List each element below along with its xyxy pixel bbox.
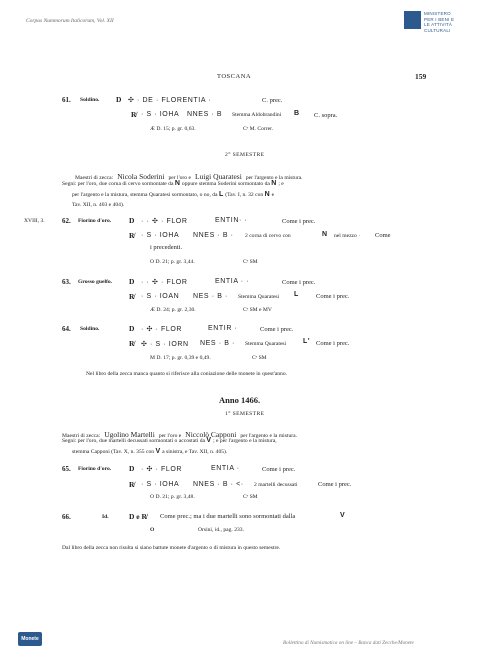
obverse-legend-2: ENTIR · [208,325,238,332]
obverse-legend: · ✣ · FLOR [141,466,183,473]
reverse-legend-2: NES · B · [200,340,235,347]
obverse-legend-2: ENTIN· · [215,217,248,224]
reverse-note-2: Come i prec. [316,340,350,347]
obverse-sym: D [116,95,122,104]
section-title: TOSCANA [217,73,252,80]
reverse-note: 2 martelli decussati [254,482,298,488]
obverse-note: Come i prec. [282,279,316,286]
reverse-note-2: C. sopra. [314,112,338,119]
reverse-legend-1: · S · IOHA [141,232,180,239]
year-heading: Anno 1466. [219,395,261,405]
signs-line-1: Segni: per l'oro, due martelli decussati sormontati o accostati da V ; e per l'argento e la mistura, [62,437,277,444]
collection: Cᵉ SM [252,355,267,361]
obverse-sym: D [129,324,135,333]
reverse-sym: R̸ [131,110,137,119]
reverse-mark: B [294,110,300,117]
running-title: Corpus Nummorum Italicorum, Vol. XII [26,18,114,24]
entry-number: 64. [62,325,71,333]
logo-icon [404,11,421,29]
reverse-legend-2: NES · B · [193,293,228,300]
coin-meta: O D. 21; p. gr. 3,48. [150,494,195,500]
entry-number: 62. [62,217,71,225]
reverse-note-3: Come [375,232,391,239]
monete-logo: Monete [18,632,42,646]
ministry-text: MINISTERO PER I BENI E LE ATTIVITÀ CULTURALI [424,11,455,33]
obverse-sym: D [129,216,135,225]
collection: Cᵉ SM [243,494,258,500]
reverse-mark: L [294,291,299,298]
ministry-logo [404,11,470,35]
reverse-note-2: nel mezzo · [334,233,361,239]
obverse-legend: · · ✣ · FLOR [141,218,188,225]
reverse-mark: N [322,231,328,238]
collection: Cᵉ M. Correr. [243,126,274,132]
reverse-note: Stemma Quaratesi [238,294,280,300]
reverse-note: Stemma Aldobrandini [232,112,282,118]
coin-name: Soldino. [80,326,100,332]
entry-number: 66. [62,513,71,521]
reverse-note: Stemma Quaratesi [245,341,287,347]
plate-reference: XVIII, 3. [24,218,45,224]
reverse-legend-2: NNES · B [187,111,223,118]
entry-number: 65. [62,465,71,473]
signs-line-2: per l'argento e la mistura, stemma Quaratesi sormontato, o no, da L (Tav. I, n. 32 con N e [72,191,275,198]
obverse-legend: · ✣ · FLOR [141,326,183,333]
coin-name: Soldino. [80,97,100,103]
coin-name: Id. [102,514,109,520]
reverse-sym: R̸ [129,480,135,489]
reverse-legend-1: · S · IOHA [141,481,180,488]
reverse-legend-1: · S · IOHA [141,111,180,118]
reverse-legend-2: NNES · B · <· [193,481,244,488]
obverse-sym: D e R̸ [129,512,147,521]
signs-line-1: Segni: per l'oro, due corna di cervo sormontate da N oppure stemma Soderini sormontato da N ; e [62,180,284,187]
semester-heading: 1° SEMESTRE [225,411,265,417]
coin-meta: M D. 17; p. gr. 0,39 e 0,49. [150,355,211,361]
obverse-legend-2: ENTIA · [211,465,240,472]
obverse-sym: D [129,277,135,286]
reverse-legend-1: ✣ · S · IORN [141,341,189,348]
coin-meta: Æ D. 15; p. gr. 0,63. [150,126,196,132]
signs-line-3: Tav. XII, n. 403 e 404). [72,202,125,208]
coin-name: Fiorino d'oro. [78,466,112,472]
collection: Cᵉ SM e MV [243,307,272,313]
reverse-note-2: Come i prec. [318,481,352,488]
coin-name: Fiorino d'oro. [78,218,112,224]
mint-book-note: Nel libro della zecca manca quanto si riferisce alla coniazione delle monete in quest'anno. [86,371,288,377]
coin-name: Grosso guelfo. [78,279,113,285]
obverse-legend: · · ✣ · FLOR [141,279,188,286]
semester-heading: 2° SEMESTRE [225,152,265,158]
reverse-mark: V [340,512,346,519]
coin-meta: O D. 21; p. gr. 3,44. [150,259,195,265]
obverse-legend: ✣ · DE · FLORENTIA · [128,97,212,104]
obverse-note: Come i prec. [260,326,294,333]
masters-line: Maestri di zecca: Ugolino Martelli per l'oro e Niccolò Capponi per l'argento e la mistura. [62,430,297,439]
mint-book-note: Dal libro della zecca non risulta si siano battute monete d'argento o di mistura in questo semestre. [62,545,281,551]
footer-text: Bollettino di Numismatica on line – Banca dati Zecche/Monete [283,640,414,646]
reverse-mark: L' [303,338,311,345]
entry-number: 61. [62,96,71,104]
reverse-sym: R̸ [129,231,135,240]
collection: Cᵉ SM [243,259,258,265]
reverse-legend-2: NNES · B · [193,232,234,239]
coin-meta: O [150,527,155,533]
reverse-sym: R̸ [129,292,135,301]
reverse-sym: R̸ [129,339,135,348]
entry-number: 63. [62,278,71,286]
masters-line: Maestri di zecca: Nicola Soderini per l'oro e Luigi Quaratesi per l'argento e la mistura. [75,172,303,181]
obverse-legend-2: ENTIA · · [215,278,250,285]
obverse-note: C. prec. [262,97,283,104]
obverse-note: Come i prec. [282,218,316,225]
obverse-note: Come prec.; ma i due martelli sono sormontati dalla [160,513,296,520]
reverse-legend-1: · S · IOAN [141,293,180,300]
obverse-note: Come i prec. [262,466,296,473]
obverse-sym: D [129,464,135,473]
signs-line-2: stemma Capponi (Tav. X, n. 355 con V a sinistra, e Tav. XII, n. 405). [72,448,228,455]
page-number: 159 [415,72,427,81]
coin-meta: Æ D. 24; p. gr. 2,30. [150,307,196,313]
reverse-note-4: i precedenti. [150,244,183,251]
collection: Orsini, id., pag. 233. [198,527,244,533]
reverse-note-2: Come i prec. [316,293,350,300]
reverse-note: 2 corna di cervo con [245,233,291,239]
